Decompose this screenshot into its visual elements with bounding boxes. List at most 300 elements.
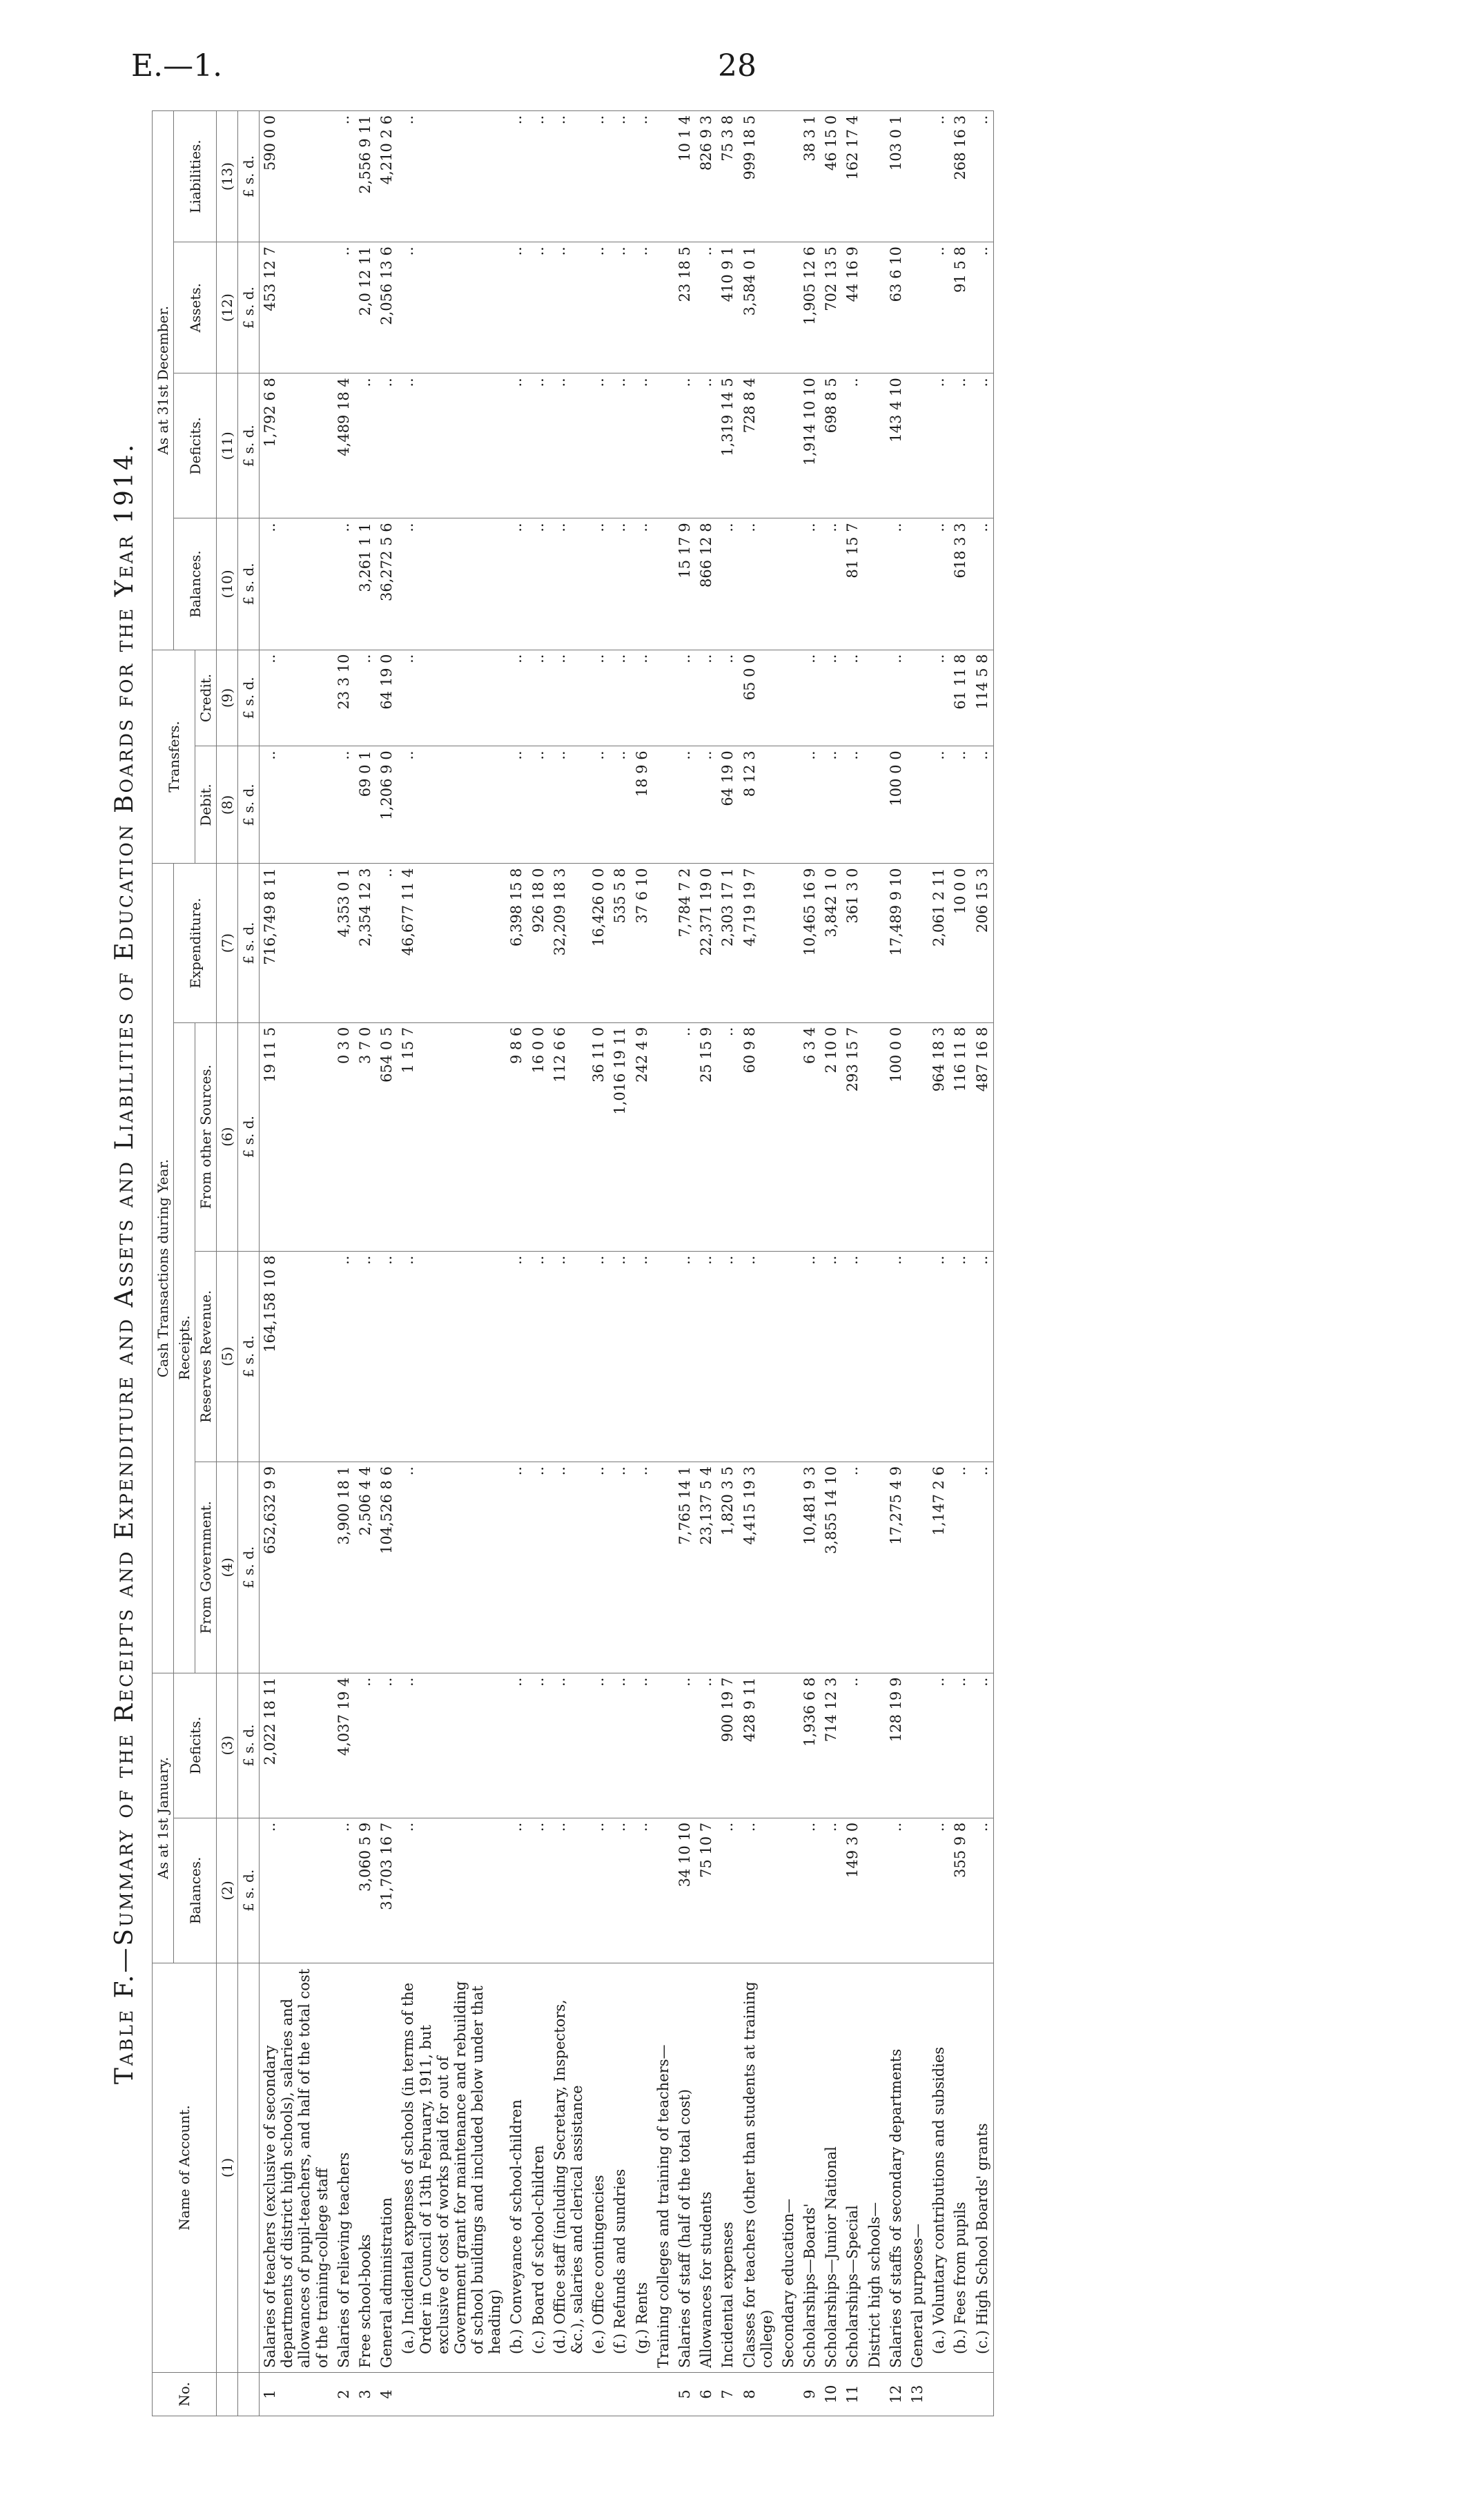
cell-col-2: .. [739,1818,778,1963]
account-name: Salaries of staffs of secondary departments [886,1963,907,2373]
cell-col-12: 2,056 13 6 [376,242,398,373]
table-row [333,111,355,2416]
account-name: General purposes— [907,1963,928,2373]
col-num: (4) [217,1462,238,1673]
cell-col-9: .. [506,650,527,746]
cell-col-6: 25 15 9 [696,1022,717,1251]
cell-col-2: 75 10 7 [696,1818,717,1963]
cell-col-7: 3,842 1 0 [821,864,842,1022]
cell-col-2: .. [398,1818,506,1963]
cell-col-10 [778,518,799,650]
cell-col-7 [864,864,886,1022]
cell-col-4 [864,1462,886,1673]
cell-col-13: .. [609,111,631,242]
cell-col-12: .. [928,242,950,373]
cell-col-9: .. [260,650,333,746]
cell-col-5: .. [549,1251,588,1462]
cell-col-6: 36 11 0 [588,1022,609,1251]
cell-col-5 [653,1251,674,1462]
cell-col-4: .. [398,1462,506,1673]
cell-col-9: .. [886,650,907,746]
cell-col-10: .. [821,518,842,650]
cell-col-7: 716,749 8 11 [260,864,333,1022]
account-name: Secondary education— [778,1963,799,2373]
cell-col-7: 16,426 0 0 [588,864,609,1022]
cell-col-5: .. [821,1251,842,1462]
table-title: Table F.—Summary of the Receipts and Expenditure and Assets and Liabilities of Education Boards for the Year 1914. [110,442,139,2085]
cell-col-9: .. [717,650,739,746]
row-number: 11 [842,2373,863,2416]
cell-col-7: 37 6 10 [632,864,653,1022]
cell-col-13: .. [398,111,506,242]
row-number [549,2373,588,2416]
cell-col-7: 361 3 0 [842,864,863,1022]
cell-col-10: .. [886,518,907,650]
cell-col-13: 38 3 1 [799,111,821,242]
cell-col-8: 18 9 6 [632,746,653,864]
row-number: 2 [333,2373,355,2416]
cell-col-5: .. [972,1251,994,1462]
cell-col-6: 293 15 7 [842,1022,863,1251]
cell-col-7 [778,864,799,1022]
cell-col-12: .. [506,242,527,373]
cell-col-11 [907,373,928,518]
table-row [972,111,994,2416]
cell-col-10: .. [609,518,631,650]
group-header-at-jan: As at 1st January. [153,1673,174,1963]
cell-col-6: 6 3 4 [799,1022,821,1251]
cell-col-13: 590 0 0 [260,111,333,242]
cell-col-8: .. [972,746,994,864]
account-name: (c.) High School Boards' grants [972,1963,994,2373]
cell-col-7: 17,489 9 10 [886,864,907,1022]
units-label: £ s. d. [238,373,260,518]
cell-col-12 [653,242,674,373]
col-header-13: Liabilities. [174,111,217,242]
cell-col-9 [864,650,886,746]
cell-col-6: 60 9 8 [739,1022,778,1251]
cell-col-5: .. [398,1251,506,1462]
table-row [864,111,886,2416]
cell-col-3: .. [376,1673,398,1818]
account-name: (g.) Rents [632,1963,653,2373]
cell-col-7: 10 0 0 [950,864,971,1022]
col-header-11: Deficits. [174,373,217,518]
cell-col-3: .. [950,1673,971,1818]
cell-col-11: .. [398,373,506,518]
cell-col-2: .. [886,1818,907,1963]
cell-col-4: .. [609,1462,631,1673]
account-name: (c.) Board of school-children [528,1963,549,2373]
cell-col-3: .. [842,1673,863,1818]
cell-col-9: .. [821,650,842,746]
cell-col-3: .. [928,1673,950,1818]
cell-col-3: .. [609,1673,631,1818]
cell-col-8: .. [928,746,950,864]
cell-col-2: .. [928,1818,950,1963]
cell-col-2: .. [972,1818,994,1963]
cell-col-11 [653,373,674,518]
table-row [696,111,717,2416]
cell-col-6 [778,1022,799,1251]
row-number [972,2373,994,2416]
page-number: 28 [718,48,756,84]
cell-col-10 [907,518,928,650]
cell-col-13: 999 18 5 [739,111,778,242]
cell-col-3: .. [355,1673,376,1818]
cell-col-8: 1,206 9 0 [376,746,398,864]
col-header-4: From Government. [195,1462,217,1673]
col-header-5: Reserves Revenue. [195,1251,217,1462]
cell-col-2: .. [609,1818,631,1963]
cell-col-12 [907,242,928,373]
cell-col-3: .. [632,1673,653,1818]
cell-col-5: .. [528,1251,549,1462]
cell-col-2: .. [506,1818,527,1963]
cell-col-11 [778,373,799,518]
row-number [950,2373,971,2416]
account-name: Scholarships—Boards' [799,1963,821,2373]
account-name: General administration [376,1963,398,2373]
cell-col-4: .. [549,1462,588,1673]
col-header-no: No. [153,2373,217,2416]
cell-col-5: .. [506,1251,527,1462]
cell-col-12: 23 18 5 [674,242,696,373]
cell-col-8: .. [333,746,355,864]
column-number-row [217,111,238,2416]
col-header-3: Deficits. [174,1673,217,1818]
cell-col-2: 34 10 10 [674,1818,696,1963]
cell-col-4: 1,147 2 6 [928,1462,950,1673]
cell-col-6: 0 3 0 [333,1022,355,1251]
cell-col-2 [778,1818,799,1963]
table-row [950,111,971,2416]
cell-col-12: .. [528,242,549,373]
account-name: (e.) Office contingencies [588,1963,609,2373]
cell-col-11: .. [376,373,398,518]
col-num: (6) [217,1022,238,1251]
cell-col-2 [907,1818,928,1963]
units-label: £ s. d. [238,650,260,746]
cell-col-7: 4,719 19 7 [739,864,778,1022]
cell-col-7: 2,061 2 11 [928,864,950,1022]
units-row [238,111,260,2416]
account-name: (f.) Refunds and sundries [609,1963,631,2373]
cell-col-10: 81 15 7 [842,518,863,650]
cell-col-4 [907,1462,928,1673]
cell-col-13: 162 17 4 [842,111,863,242]
col-num: (8) [217,746,238,864]
row-number [398,2373,506,2416]
cell-col-6: 9 8 6 [506,1022,527,1251]
col-header-6: From other Sources. [195,1022,217,1251]
cell-col-4: .. [972,1462,994,1673]
cell-col-4: 3,855 14 10 [821,1462,842,1673]
cell-col-11: .. [528,373,549,518]
cell-col-11: .. [972,373,994,518]
cell-col-6: 487 16 8 [972,1022,994,1251]
cell-col-12: .. [398,242,506,373]
account-name: (b.) Conveyance of school-children [506,1963,527,2373]
page-section: E.—1. [131,48,223,84]
cell-col-4: 1,820 3 5 [717,1462,739,1673]
account-name: Scholarships—Junior National [821,1963,842,2373]
account-name: Training colleges and training of teachers— [653,1963,674,2373]
cell-col-4: 3,900 18 1 [333,1462,355,1673]
cell-col-4: 104,526 8 6 [376,1462,398,1673]
account-name: District high schools— [864,1963,886,2373]
table-row [674,111,696,2416]
cell-col-9: .. [609,650,631,746]
cell-col-6: 1 15 7 [398,1022,506,1251]
cell-col-2 [864,1818,886,1963]
cell-col-7: 6,398 15 8 [506,864,527,1022]
cell-col-12: 2,0 12 11 [355,242,376,373]
cell-col-8: .. [950,746,971,864]
cell-col-4: 652,632 9 9 [260,1462,333,1673]
cell-col-8: .. [260,746,333,864]
cell-col-5 [778,1251,799,1462]
cell-col-4: 4,415 19 3 [739,1462,778,1673]
table-row [778,111,799,2416]
cell-col-8: .. [799,746,821,864]
cell-col-8 [778,746,799,864]
row-number: 7 [717,2373,739,2416]
group-header-cash: Cash Transactions during Year. [153,864,174,1673]
cell-col-2: 31,703 16 7 [376,1818,398,1963]
col-num: (1) [217,1963,238,2373]
cell-col-8 [653,746,674,864]
cell-col-6: 654 0 5 [376,1022,398,1251]
cell-col-11: .. [928,373,950,518]
cell-col-11: 698 8 5 [821,373,842,518]
cell-col-13: .. [928,111,950,242]
cell-col-5: .. [609,1251,631,1462]
cell-col-3 [778,1673,799,1818]
cell-col-12: 702 13 5 [821,242,842,373]
cell-col-5: .. [696,1251,717,1462]
cell-col-2: .. [333,1818,355,1963]
table-row [717,111,739,2416]
cell-col-9: 65 0 0 [739,650,778,746]
cell-col-10: .. [333,518,355,650]
row-number: 13 [907,2373,928,2416]
cell-col-13: .. [333,111,355,242]
table-row [376,111,398,2416]
col-header-10: Balances. [174,518,217,650]
units-label: £ s. d. [238,1022,260,1251]
cell-col-11: .. [355,373,376,518]
cell-col-4: .. [506,1462,527,1673]
group-header-receipts: Receipts. [174,1022,195,1673]
account-name: Salaries of teachers (exclusive of secondary departments of district high schools), salaries and allowances of pupil-teachers, and half of the total cost of the training-college staff [260,1963,333,2373]
cell-col-12: 91 5 8 [950,242,971,373]
cell-col-5: .. [799,1251,821,1462]
table-row [506,111,527,2416]
group-header-at-dec: As at 31st December. [153,111,174,650]
row-number [506,2373,527,2416]
cell-col-5: .. [739,1251,778,1462]
cell-col-12 [778,242,799,373]
cell-col-11 [864,373,886,518]
cell-col-2: 355 9 8 [950,1818,971,1963]
cell-col-5: .. [928,1251,950,1462]
cell-col-3: .. [549,1673,588,1818]
cell-col-10: .. [588,518,609,650]
cell-col-10: 3,261 1 1 [355,518,376,650]
cell-col-3: .. [674,1673,696,1818]
cell-col-8: .. [842,746,863,864]
cell-col-12: .. [632,242,653,373]
cell-col-7: 4,353 0 1 [333,864,355,1022]
cell-col-11: 4,489 18 4 [333,373,355,518]
row-number: 1 [260,2373,333,2416]
cell-col-3: 128 19 9 [886,1673,907,1818]
cell-col-3 [907,1673,928,1818]
cell-col-2: 3,060 5 9 [355,1818,376,1963]
cell-col-12: .. [696,242,717,373]
cell-col-10: .. [528,518,549,650]
cell-col-4: 17,275 4 9 [886,1462,907,1673]
cell-col-5: .. [588,1251,609,1462]
row-number [588,2373,609,2416]
table-body [260,111,994,2416]
rotated-table-area [110,110,1374,2416]
cell-col-13: .. [588,111,609,242]
cell-col-13 [907,111,928,242]
units-label: £ s. d. [238,864,260,1022]
cell-col-5: .. [333,1251,355,1462]
cell-col-11: .. [588,373,609,518]
col-header-name: Name of Account. [153,1963,217,2373]
cell-col-5: .. [886,1251,907,1462]
account-name: (a.) Incidental expenses of schools (in terms of the Order in Council of 13th February, 1911, but exclusive of cost of works paid for out of Government grant for maintenance and rebuilding of school buildings and included below under that heading) [398,1963,506,2373]
col-header-2: Balances. [174,1818,217,1963]
summary-table [152,110,994,2416]
cell-col-6 [907,1022,928,1251]
table-row [799,111,821,2416]
col-header-12: Assets. [174,242,217,373]
cell-col-12: .. [549,242,588,373]
cell-col-4: 7,765 14 1 [674,1462,696,1673]
cell-col-4 [653,1462,674,1673]
cell-col-2 [653,1818,674,1963]
row-number: 4 [376,2373,398,2416]
cell-col-12: 3,584 0 1 [739,242,778,373]
cell-col-6: 100 0 0 [886,1022,907,1251]
units-label: £ s. d. [238,746,260,864]
cell-col-13 [778,111,799,242]
cell-col-9: .. [398,650,506,746]
row-number [778,2373,799,2416]
cell-col-10: .. [549,518,588,650]
cell-col-9: .. [355,650,376,746]
cell-col-9: .. [799,650,821,746]
cell-col-11: .. [549,373,588,518]
cell-col-7: 22,371 19 0 [696,864,717,1022]
cell-col-11: .. [506,373,527,518]
cell-col-13: 103 0 1 [886,111,907,242]
cell-col-3: .. [696,1673,717,1818]
cell-col-9: 23 3 10 [333,650,355,746]
account-name: Salaries of staff (half of the total cost) [674,1963,696,2373]
col-num: (9) [217,650,238,746]
cell-col-7: 2,303 17 1 [717,864,739,1022]
col-num: (7) [217,864,238,1022]
cell-col-4: .. [588,1462,609,1673]
cell-col-3: .. [506,1673,527,1818]
col-num [217,2373,238,2416]
cell-col-12: .. [609,242,631,373]
cell-col-6: 19 11 5 [260,1022,333,1251]
cell-col-6: 2 10 0 [821,1022,842,1251]
cell-col-9: 114 5 8 [972,650,994,746]
cell-col-8: .. [506,746,527,864]
account-name: Allowances for students [696,1963,717,2373]
table-row [821,111,842,2416]
cell-col-11: 1,914 10 10 [799,373,821,518]
cell-col-6: 112 6 6 [549,1022,588,1251]
units-label: £ s. d. [238,518,260,650]
cell-col-13: .. [528,111,549,242]
cell-col-4 [778,1462,799,1673]
cell-col-12: 63 6 10 [886,242,907,373]
cell-col-2: .. [821,1818,842,1963]
cell-col-7: 2,354 12 3 [355,864,376,1022]
row-number [653,2373,674,2416]
cell-col-7: 32,209 18 3 [549,864,588,1022]
cell-col-6: 964 18 3 [928,1022,950,1251]
table-row [549,111,588,2416]
cell-col-6 [653,1022,674,1251]
col-header-9: Credit. [195,650,217,746]
cell-col-11: .. [696,373,717,518]
cell-col-6: 116 11 8 [950,1022,971,1251]
cell-col-4: 23,137 5 4 [696,1462,717,1673]
table-row [609,111,631,2416]
cell-col-3: 2,022 18 11 [260,1673,333,1818]
cell-col-13: 46 15 0 [821,111,842,242]
cell-col-4: .. [632,1462,653,1673]
cell-col-13 [653,111,674,242]
cell-col-9: .. [549,650,588,746]
units-label: £ s. d. [238,1673,260,1818]
cell-col-13: 4,210 2 6 [376,111,398,242]
cell-col-9: .. [528,650,549,746]
col-num: (11) [217,373,238,518]
row-number [864,2373,886,2416]
row-number: 9 [799,2373,821,2416]
cell-col-11: .. [609,373,631,518]
cell-col-8: .. [549,746,588,864]
cell-col-2: .. [260,1818,333,1963]
cell-col-2: .. [632,1818,653,1963]
cell-col-11: .. [632,373,653,518]
row-number [528,2373,549,2416]
cell-col-7: 535 5 8 [609,864,631,1022]
cell-col-10: .. [928,518,950,650]
cell-col-5: .. [674,1251,696,1462]
cell-col-7: 926 18 0 [528,864,549,1022]
account-name: Scholarships—Special [842,1963,863,2373]
cell-col-11: .. [842,373,863,518]
table-row [886,111,907,2416]
row-number [632,2373,653,2416]
account-name: Salaries of relieving teachers [333,1963,355,2373]
row-number [609,2373,631,2416]
cell-col-7: 7,784 7 2 [674,864,696,1022]
col-num: (2) [217,1818,238,1963]
